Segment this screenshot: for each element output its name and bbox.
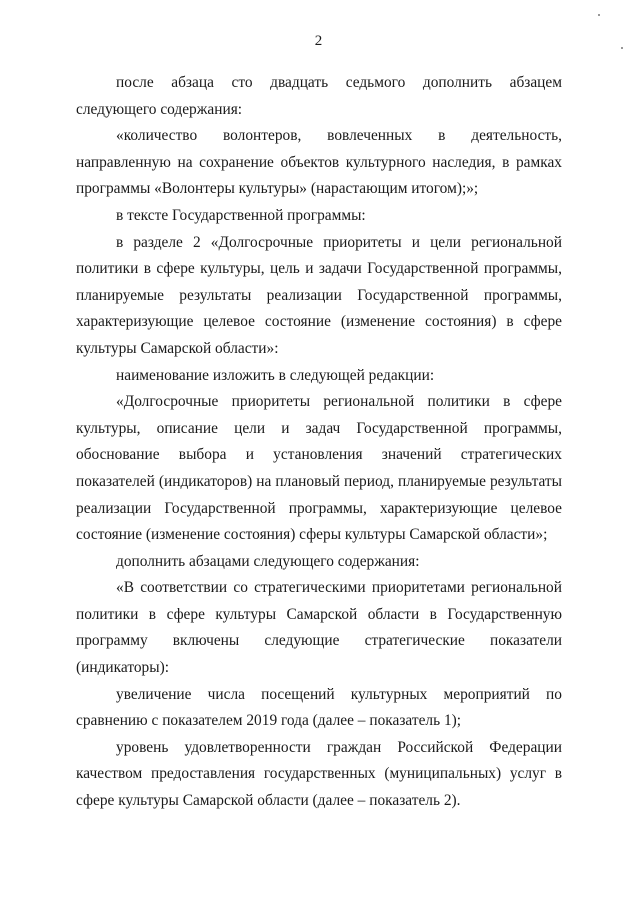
paragraph-add-instruction: дополнить абзацами следующего содержания: [116,552,420,570]
document-body [76,70,562,815]
paragraph-indicator-2: уровень удовлетворенности граждан Российской Федерации качеством предоставления государственных (муниципальных) услуг в сфере культуры Самарской области (далее – показатель 2). [76,738,562,810]
paragraph-new-title: «Долгосрочные приоритеты региональной политики в сфере культуры, описание цели и задач Государственной программы, обоснование выбора и установления значений стратегических показателей (индикаторов) на плановый период, планируемые результаты реализации Государственной программы, характеризующие целевое состояние (изменение состояния) сферы культуры Самарской области»; [76,393,562,544]
scan-speck [598,14,600,16]
paragraph-amendment-intro: после абзаца сто двадцать седьмого дополнить абзацем следующего содержания: [76,74,562,118]
paragraph-section-2: в разделе 2 «Долгосрочные приоритеты и цели региональной политики в сфере культуры, цель и задачи Государственной программы, планируемые результаты реализации Государственной программы, характеризующие целевое состояние (изменение состояния) в сфере культуры Самарской области»: [76,233,562,357]
paragraph-strategic-priorities: «В соответствии со стратегическими приоритетами региональной политики в сфере культуры Самарской области в Государственную программу включены следующие стратегические показатели (индикаторы): [76,579,562,677]
paragraph-volunteers-indicator: «количество волонтеров, вовлеченных в деятельность, направленную на сохранение объектов культурного наследия, в рамках программы «Волонтеры культуры» (нарастающим итогом);»; [76,127,562,198]
scan-speck [621,47,623,49]
page-number: 2 [314,33,323,49]
paragraph-rename-instruction: наименование изложить в следующей редакции: [116,366,435,384]
paragraph-indicator-1: увеличение числа посещений культурных мероприятий по сравнению с показателем 2019 года (далее – показатель 1); [76,685,562,730]
paragraph-state-program-text: в тексте Государственной программы: [116,206,366,224]
